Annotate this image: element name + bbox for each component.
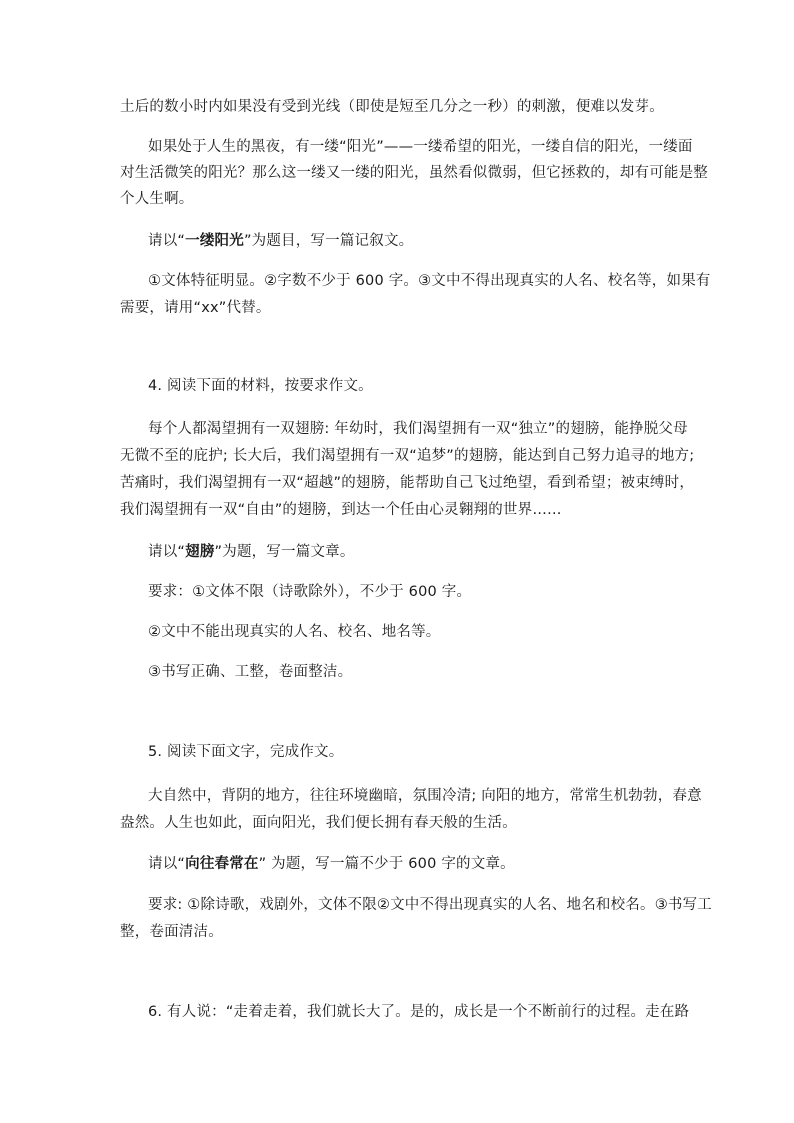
prompt-prefix: 请以“: [148, 544, 186, 560]
requirements-line: ③书写正确、工整，卷面整洁。: [148, 664, 353, 680]
prompt-suffix: ” 为题，写一篇不少于 600 字的文章。: [258, 856, 515, 872]
question-heading: 4. 阅读下面的材料，按要求作文。: [148, 378, 373, 394]
requirements-line: 需要，请用“xx”代替。: [120, 300, 271, 316]
requirements-line: ②文中不能出现真实的人名、校名、地名等。: [148, 624, 441, 640]
prompt-prefix: 请以“: [148, 233, 186, 249]
requirements-line: ①文体特征明显。②字数不少于 600 字。③文中不得出现真实的人名、校名等，如果有: [148, 273, 711, 289]
essay-title: 一缕阳光: [185, 233, 244, 249]
paragraph-line: 个人生啊。: [120, 191, 194, 207]
prompt-suffix: ”为题，写一篇文章。: [214, 544, 355, 560]
paragraph-line: 无微不至的庇护; 长大后，我们渴望拥有一双“追梦”的翅膀，能达到自己努力追寻的地方;: [120, 448, 695, 464]
paragraph-line: 如果处于人生的黑夜，有一缕“阳光”——一缕希望的阳光，一缕自信的阳光，一缕面: [148, 139, 693, 155]
requirements-line: 要求：①文体不限（诗歌除外），不少于 600 字。: [148, 584, 472, 600]
paragraph-line: 土后的数小时内如果没有受到光线（即使是短至几分之一秒）的刺激，便难以发芽。: [120, 99, 664, 115]
paragraph-line: 盎然。人生也如此，面向阳光，我们便长拥有春天般的生活。: [120, 815, 517, 831]
writing-prompt: [148, 231, 708, 251]
prompt-suffix: ”为题目，写一篇记叙文。: [243, 233, 414, 249]
paragraph-line: 我们渴望拥有一双“自由”的翅膀，到达一个任由心灵翱翔的世界……: [120, 502, 562, 518]
paragraph-line: 每个人都渴望拥有一双翅膀: 年幼时，我们渴望拥有一双“独立”的翅膀，能挣脱父母: [148, 421, 688, 437]
prompt-prefix: 请以“: [148, 856, 186, 872]
paragraph-line: 大自然中，背阴的地方，往往环境幽暗，氛围冷清; 向阳的地方，常常生机勃勃，春意: [148, 788, 702, 804]
writing-prompt: [148, 542, 708, 562]
question-heading: 6. 有人说：“走着走着，我们就长大了。是的，成长是一个不断前行的过程。走在路: [148, 1004, 690, 1020]
essay-title: 向往春常在: [185, 856, 259, 872]
requirements-line: 要求: ①除诗歌，戏剧外，文体不限②文中不得出现真实的人名、地名和校名。③书写工: [148, 897, 712, 913]
writing-prompt: [148, 854, 708, 874]
paragraph-line: 苦痛时，我们渴望拥有一双“超越”的翅膀，能帮助自己飞过绝望，看到希望；被束缚时，: [120, 475, 695, 491]
essay-title: 翅膀: [185, 544, 215, 560]
question-heading: 5. 阅读下面文字，完成作文。: [148, 744, 344, 760]
paragraph-line: 对生活微笑的阳光？那么这一缕又一缕的阳光，虽然看似微弱，但它拯救的，却有可能是整: [120, 165, 708, 181]
requirements-line: 整，卷面清洁。: [120, 924, 223, 940]
